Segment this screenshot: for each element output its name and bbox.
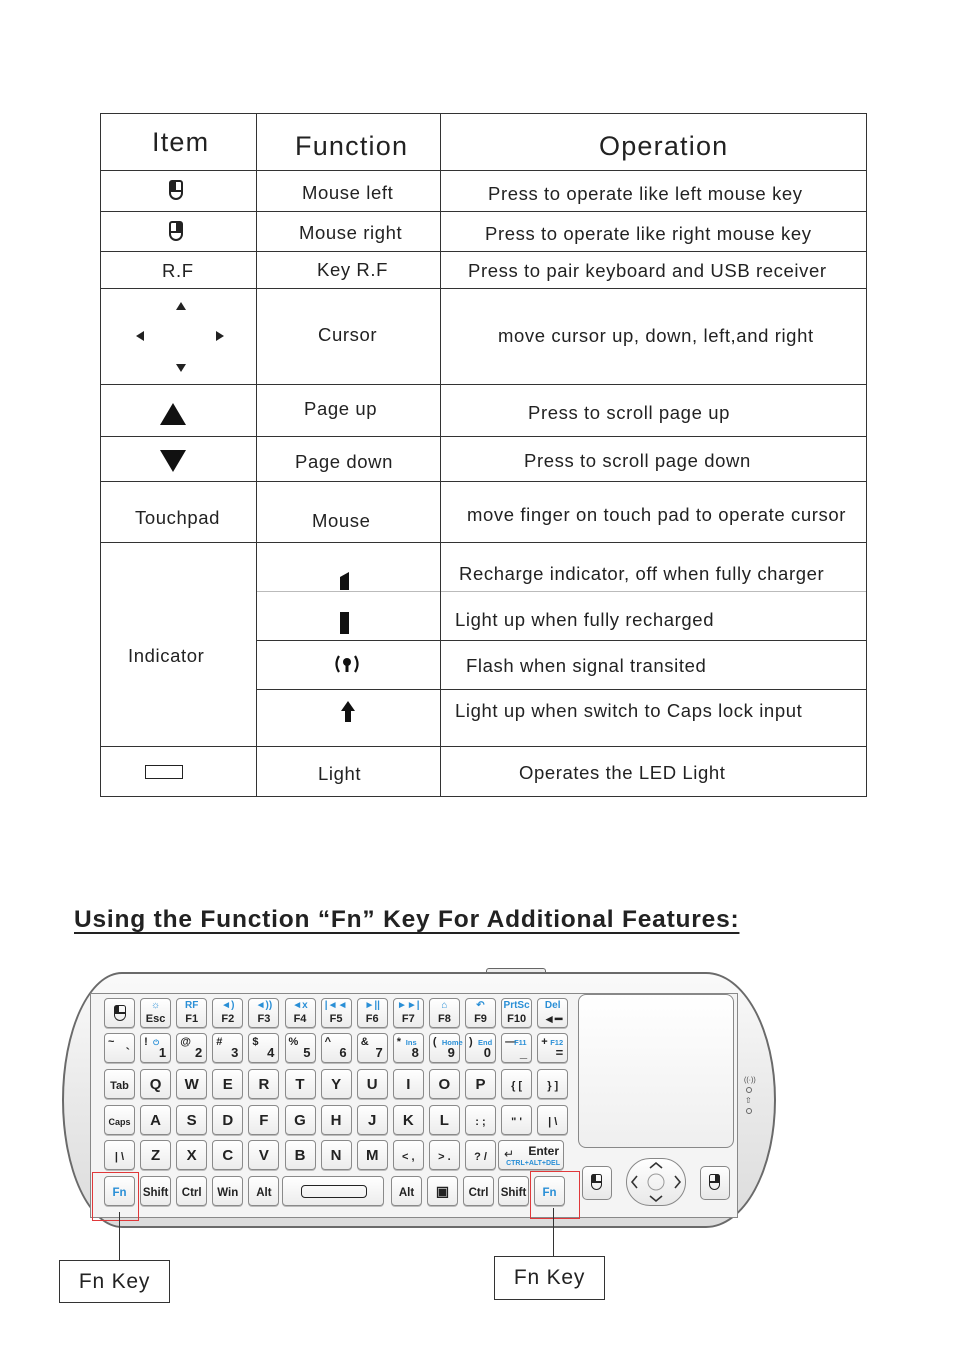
- key-label: T: [295, 1076, 305, 1093]
- letter-key: [285, 1140, 316, 1170]
- letter-key: [429, 1105, 460, 1135]
- table-rule: [100, 384, 867, 385]
- key-label: Win: [217, 1187, 239, 1199]
- key-label: F10: [507, 1013, 527, 1025]
- key-label: 4: [267, 1045, 275, 1060]
- letter-key: [393, 1140, 424, 1170]
- operation-cell: Flash when signal transited: [466, 655, 707, 676]
- letter-key: [537, 1069, 568, 1099]
- key-label: } ]: [547, 1080, 559, 1092]
- page-down-triangle-icon: [160, 450, 186, 472]
- function-row-key: [176, 998, 207, 1028]
- number-key: [537, 1033, 568, 1063]
- caps-arrow-icon: [340, 700, 356, 724]
- letter-key: [176, 1069, 207, 1099]
- operation-cell: Press to operate like right mouse key: [485, 223, 812, 244]
- key-label: A: [150, 1112, 162, 1129]
- operation-cell: Light up when switch to Caps lock input: [455, 700, 803, 721]
- operation-cell: Recharge indicator, off when fully charger: [459, 563, 825, 584]
- key-shift-label: ~: [108, 1036, 115, 1048]
- key-fn-label: Ins: [405, 1038, 417, 1047]
- key-label: 7: [375, 1045, 383, 1060]
- table-rule: [440, 113, 441, 797]
- fn-highlight-left: [92, 1172, 139, 1221]
- key-label: _: [519, 1045, 528, 1060]
- function-row-key: [140, 998, 171, 1028]
- operation-cell: Press to scroll page down: [524, 450, 751, 471]
- key-label: F5: [329, 1013, 343, 1025]
- key-label: : ;: [475, 1116, 486, 1128]
- key-fn-label: F11: [514, 1038, 527, 1047]
- number-key: [357, 1033, 388, 1063]
- key-label: F1: [185, 1013, 199, 1025]
- key-label: Y: [331, 1076, 342, 1093]
- table-rule: [100, 746, 867, 747]
- key-label: N: [330, 1147, 342, 1164]
- fn-key-heading: Using the Function “Fn” Key For Additional Features:: [74, 906, 740, 933]
- key-label: S: [186, 1112, 197, 1129]
- key-label: C: [222, 1147, 234, 1164]
- letter-key: [104, 1140, 135, 1170]
- key-label: I: [406, 1076, 411, 1093]
- letter-key: [321, 1140, 352, 1170]
- indicator-led: [746, 1108, 752, 1114]
- operation-cell: Light up when fully recharged: [455, 609, 715, 630]
- key-label: Fn: [542, 1187, 557, 1199]
- table-rule: [100, 288, 867, 289]
- key-fn-label: RF: [185, 1000, 199, 1011]
- header-function: Function: [295, 131, 409, 161]
- light-icon: ☼: [151, 1000, 161, 1011]
- number-key: [429, 1033, 463, 1063]
- key-label: ◄━: [543, 1012, 563, 1026]
- function-cell: Page down: [295, 451, 393, 472]
- key-label: =: [555, 1045, 564, 1060]
- key-label: > .: [438, 1151, 451, 1163]
- letter-key: [212, 1069, 243, 1099]
- dpad-arrows-icon: [627, 1159, 685, 1205]
- key-fn-label: F12: [550, 1038, 564, 1047]
- modifier-key: [212, 1176, 243, 1206]
- key-label: `: [125, 1045, 130, 1060]
- key-label: Shift: [142, 1187, 169, 1199]
- key-label: F8: [437, 1013, 451, 1025]
- modifier-key: [427, 1176, 458, 1206]
- key-label: Tab: [110, 1080, 129, 1092]
- mouse-icon: [709, 1174, 720, 1190]
- function-row-key: [248, 998, 279, 1028]
- battery-low-icon: [340, 570, 349, 590]
- operation-cell: Operates the LED Light: [519, 762, 726, 783]
- letter-key: [176, 1140, 207, 1170]
- letter-key: [393, 1105, 424, 1135]
- key-label: Z: [151, 1147, 161, 1164]
- function-cell: Page up: [304, 398, 378, 419]
- function-row-key: [321, 998, 352, 1028]
- function-row-key: [429, 998, 460, 1028]
- caps-indicator-icon: ⇧: [745, 1096, 752, 1105]
- modifier-key: [498, 1176, 529, 1206]
- key-label: 6: [339, 1045, 347, 1060]
- callout-fn-key-right: Fn Key: [494, 1256, 605, 1300]
- letter-key: [357, 1140, 388, 1170]
- modifier-key: [248, 1176, 279, 1206]
- letter-key: [465, 1140, 496, 1170]
- letter-key: [393, 1069, 424, 1099]
- side-right-mouse-button: [700, 1166, 730, 1200]
- function-row-key: [465, 998, 496, 1028]
- letter-key: [248, 1140, 279, 1170]
- table-rule: [256, 591, 867, 592]
- key-label: Fn: [112, 1187, 127, 1199]
- key-label: | \: [114, 1151, 125, 1163]
- number-key: [285, 1033, 316, 1063]
- operation-cell: Press to scroll page up: [528, 402, 730, 423]
- led-light-key-icon: [145, 765, 183, 779]
- operation-cell: Press to operate like left mouse key: [488, 183, 803, 204]
- table-rule: [100, 211, 867, 212]
- mouse-left-icon: [169, 180, 183, 200]
- key-label: F4: [293, 1013, 307, 1025]
- letter-key: [501, 1069, 532, 1099]
- key-label: G: [294, 1112, 306, 1129]
- letter-key: [501, 1105, 532, 1135]
- key-fn-label: ↶: [476, 1000, 485, 1011]
- key-label: R: [258, 1076, 270, 1093]
- number-key: [393, 1033, 424, 1063]
- key-shift-label: !: [144, 1036, 148, 1048]
- modifier-key: [176, 1176, 207, 1206]
- key-label: F6: [365, 1013, 379, 1025]
- number-key: [248, 1033, 279, 1063]
- number-key: [176, 1033, 207, 1063]
- key-label: Q: [149, 1076, 162, 1093]
- operation-cell: move finger on touch pad to operate cursor: [467, 504, 846, 525]
- key-label: U: [366, 1076, 378, 1093]
- key-shift-label: %: [288, 1036, 299, 1048]
- table-rule: [866, 113, 867, 797]
- enter-key: [498, 1140, 564, 1170]
- key-label: Caps: [108, 1117, 131, 1127]
- number-key: [140, 1033, 171, 1063]
- page-up-triangle-icon: [160, 403, 186, 425]
- key-label: 3: [231, 1045, 239, 1060]
- modifier-key: [140, 1176, 171, 1206]
- key-fn-label: End: [478, 1038, 493, 1047]
- key-shift-label: —: [505, 1036, 517, 1048]
- key-label: Esc: [145, 1013, 166, 1025]
- key-label: F7: [401, 1013, 415, 1025]
- key-label: F2: [221, 1013, 235, 1025]
- function-row-key: [393, 998, 424, 1028]
- dpad: [626, 1158, 686, 1206]
- key-label: 2: [194, 1045, 203, 1060]
- key-shift-label: *: [396, 1036, 402, 1048]
- key-label: { [: [511, 1080, 523, 1092]
- letter-key: [104, 1069, 135, 1099]
- header-operation: Operation: [599, 131, 729, 161]
- letter-key: [465, 1105, 496, 1135]
- letter-key: [248, 1069, 279, 1099]
- enter-arrow-icon: ↵: [504, 1147, 515, 1161]
- modifier-key: [391, 1176, 422, 1206]
- key-label: L: [439, 1112, 449, 1129]
- battery-full-icon: [340, 612, 349, 634]
- function-cell: Light: [318, 763, 362, 784]
- function-cell: Cursor: [318, 324, 378, 345]
- letter-key: [140, 1069, 171, 1099]
- header-item: Item: [152, 127, 210, 157]
- letter-key: [321, 1069, 352, 1099]
- key-fn-label: PrtSc: [503, 1000, 530, 1011]
- key-label: ▣: [435, 1183, 450, 1199]
- function-cell: Mouse right: [299, 222, 403, 243]
- function-row-key: [501, 998, 532, 1028]
- operation-cell: Press to pair keyboard and USB receiver: [468, 260, 827, 281]
- key-label: J: [368, 1112, 377, 1129]
- key-label: Ctrl: [468, 1187, 489, 1199]
- item-cell: Touchpad: [135, 507, 221, 528]
- function-row-key: [537, 998, 568, 1028]
- key-fn-label: ►||: [364, 1000, 380, 1011]
- signal-indicator-icon: ((·)): [744, 1077, 756, 1084]
- key-fn-label: ⏻: [153, 1038, 160, 1047]
- letter-key: [285, 1105, 316, 1135]
- number-key: [104, 1033, 135, 1063]
- key-fn-label: ◄)): [255, 1000, 273, 1011]
- letter-key: [537, 1105, 568, 1135]
- table-rule: [100, 251, 867, 252]
- mouse-icon: [114, 1005, 126, 1021]
- table-rule: [256, 113, 257, 797]
- key-label: Alt: [256, 1187, 272, 1199]
- key-label: < ,: [402, 1151, 415, 1163]
- key-label: B: [294, 1147, 306, 1164]
- modifier-key: [463, 1176, 494, 1206]
- fn-highlight-right: [530, 1171, 580, 1219]
- letter-key: [465, 1069, 496, 1099]
- number-key: [212, 1033, 243, 1063]
- key-shift-label: ): [469, 1036, 473, 1048]
- letter-key: [429, 1069, 460, 1099]
- key-shift-label: ^: [324, 1036, 332, 1048]
- key-fn-label: ◄x: [292, 1000, 308, 1011]
- function-row-key: [357, 998, 388, 1028]
- key-label: 8: [411, 1045, 419, 1060]
- callout-line-left: [119, 1212, 120, 1260]
- key-fn-label: Del: [544, 1000, 561, 1011]
- key-label: 5: [303, 1045, 311, 1060]
- letter-key: [248, 1105, 279, 1135]
- signal-icon: [333, 654, 361, 674]
- key-label: P: [475, 1076, 486, 1093]
- key-fn-label: ►►|: [397, 1000, 420, 1011]
- key-fn-label: ⌂: [441, 1000, 448, 1011]
- key-label: M: [365, 1147, 379, 1164]
- letter-key: [140, 1140, 171, 1170]
- mouse-right-icon: [169, 221, 183, 241]
- key-label: F3: [257, 1013, 271, 1025]
- key-shift-label: (: [432, 1036, 437, 1048]
- item-cell: R.F: [162, 260, 194, 281]
- key-label: F9: [474, 1013, 487, 1025]
- function-cell: Mouse: [312, 510, 371, 531]
- key-shift-label: &: [360, 1036, 369, 1048]
- key-label: W: [184, 1076, 199, 1093]
- key-label: D: [222, 1112, 234, 1129]
- key-label: X: [186, 1147, 197, 1164]
- key-label: 1: [158, 1045, 167, 1060]
- key-label: 0: [483, 1045, 491, 1060]
- table-rule: [100, 481, 867, 482]
- key-shift-label: $: [252, 1036, 259, 1048]
- letter-key: [212, 1140, 243, 1170]
- letter-key: [321, 1105, 352, 1135]
- space-key-icon: [301, 1185, 367, 1198]
- key-fn-label: Home: [441, 1038, 463, 1047]
- function-row-key: [104, 998, 135, 1028]
- number-key: [465, 1033, 496, 1063]
- side-left-mouse-button: [582, 1166, 612, 1200]
- enter-key-label: Enter: [528, 1144, 559, 1158]
- key-label: F: [259, 1112, 269, 1129]
- function-cell: Key R.F: [317, 259, 389, 280]
- letter-key: [212, 1105, 243, 1135]
- table-rule: [100, 113, 101, 797]
- table-rule: [100, 542, 867, 543]
- table-rule: [100, 113, 867, 114]
- letter-key: [176, 1105, 207, 1135]
- function-cell: Mouse left: [302, 182, 394, 203]
- operation-cell: move cursor up, down, left,and right: [498, 325, 814, 346]
- enter-key-sub: CTRL+ALT+DEL: [506, 1160, 560, 1167]
- key-label: 9: [447, 1045, 455, 1060]
- key-label: | \: [548, 1116, 558, 1128]
- indicator-led: [746, 1087, 752, 1093]
- key-label: ? /: [474, 1151, 487, 1163]
- table-rule: [100, 436, 867, 437]
- table-rule: [256, 689, 867, 690]
- function-row-key: [212, 998, 243, 1028]
- letter-key: [429, 1140, 460, 1170]
- callout-fn-key-left: Fn Key: [59, 1260, 170, 1303]
- key-shift-label: +: [541, 1036, 548, 1048]
- key-fn-label: ◄): [221, 1000, 235, 1011]
- key-label: O: [438, 1076, 451, 1093]
- letter-key: [357, 1105, 388, 1135]
- key-label: Ctrl: [181, 1187, 202, 1199]
- key-shift-label: #: [216, 1036, 223, 1048]
- table-rule: [100, 170, 867, 171]
- touchpad: [578, 994, 734, 1148]
- key-label: V: [258, 1147, 269, 1164]
- mouse-icon: [591, 1174, 602, 1190]
- function-row-key: [285, 998, 316, 1028]
- letter-key: [357, 1069, 388, 1099]
- letter-key: [285, 1069, 316, 1099]
- key-label: Alt: [398, 1187, 415, 1199]
- number-key: [501, 1033, 532, 1063]
- space-key: [282, 1176, 384, 1206]
- item-cell: Indicator: [128, 645, 205, 666]
- letter-key: [140, 1105, 171, 1135]
- table-rule: [100, 796, 867, 797]
- key-label: E: [222, 1076, 233, 1093]
- callout-line-right: [553, 1208, 554, 1256]
- key-shift-label: @: [180, 1036, 191, 1048]
- key-label: Shift: [500, 1187, 527, 1199]
- key-label: K: [402, 1112, 414, 1129]
- number-key: [321, 1033, 352, 1063]
- table-rule: [256, 640, 867, 641]
- key-label: " ': [511, 1116, 523, 1128]
- key-label: H: [330, 1112, 342, 1129]
- letter-key: [104, 1105, 135, 1135]
- key-fn-label: |◄◄: [324, 1000, 348, 1011]
